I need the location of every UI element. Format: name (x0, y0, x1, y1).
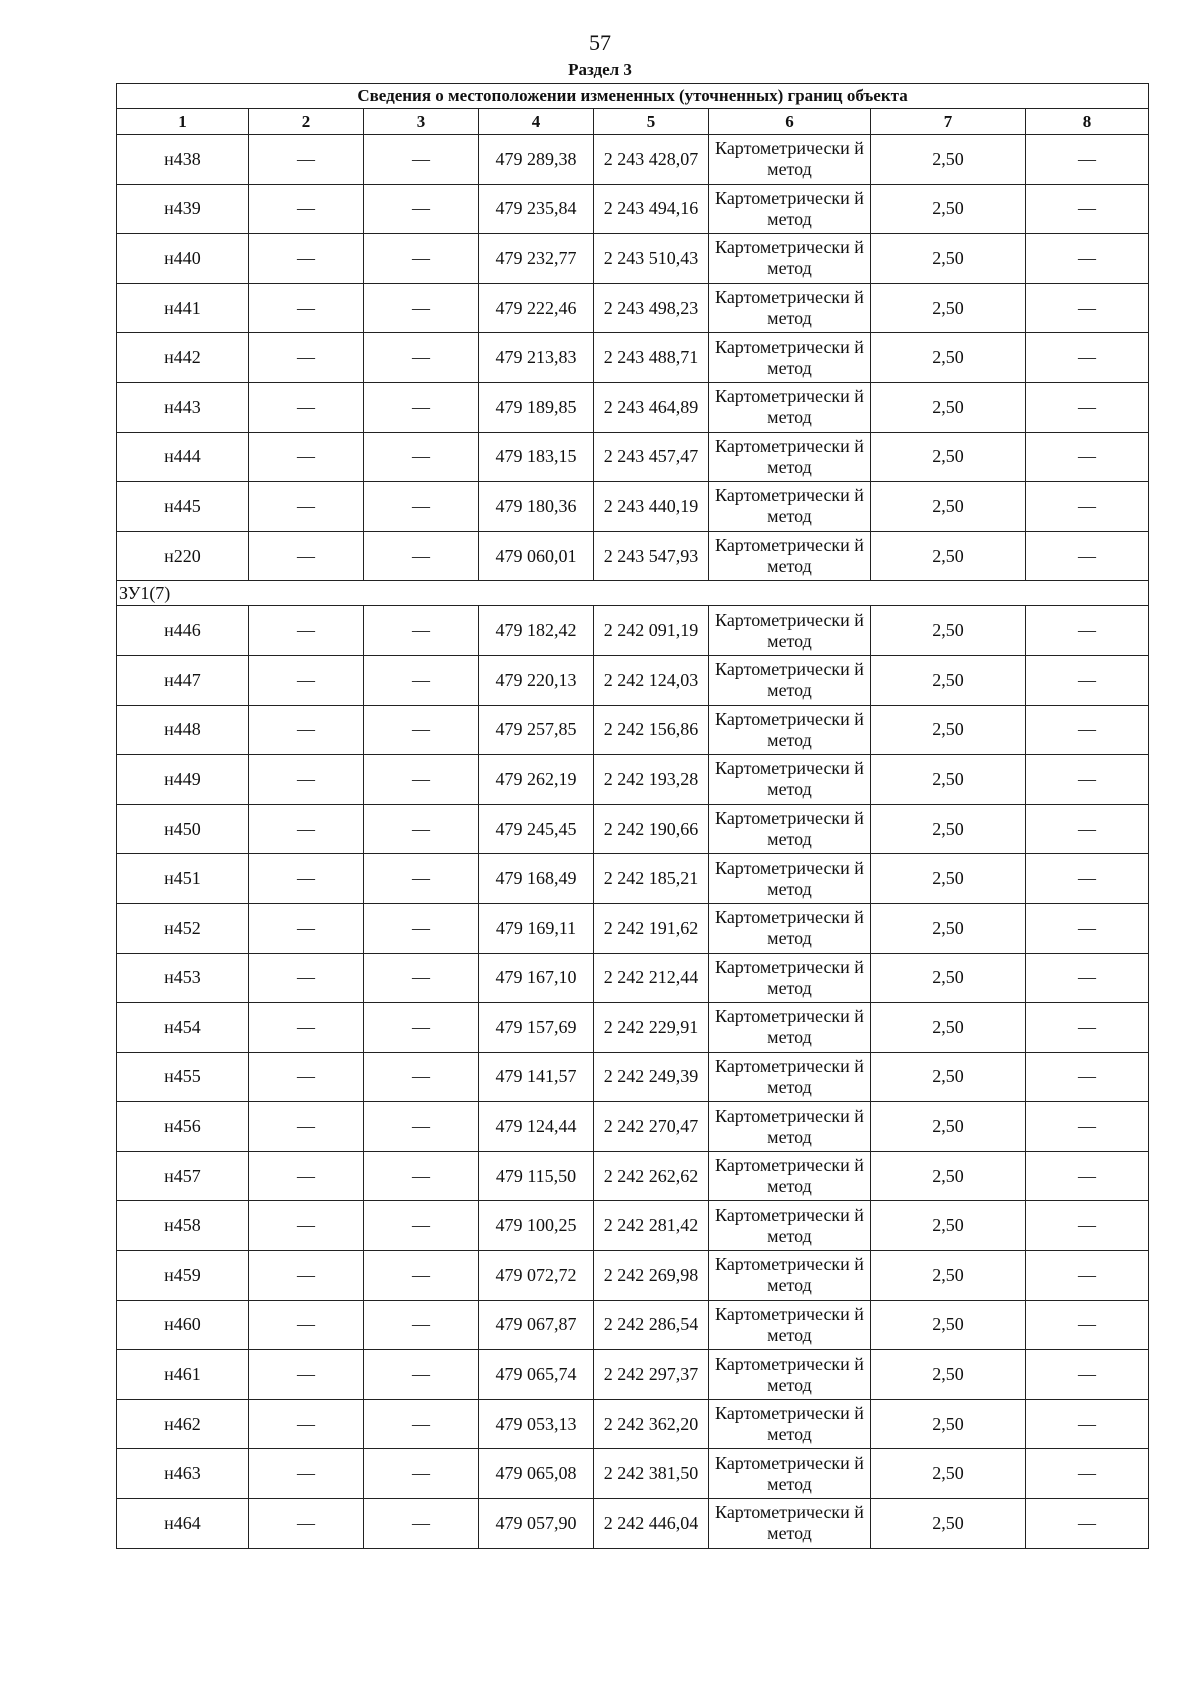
table-cell: н457 (117, 1151, 249, 1201)
table-cell: Картометрически й метод (709, 606, 871, 656)
table-cell: н439 (117, 184, 249, 234)
table-cell: н440 (117, 234, 249, 284)
table-row (117, 755, 1149, 805)
table-cell: — (1026, 903, 1149, 953)
table-cell: — (1026, 184, 1149, 234)
table-cell: 2,50 (871, 283, 1026, 333)
table-row (117, 333, 1149, 383)
table-cell: 2 243 428,07 (594, 135, 709, 185)
table-cell: 2 242 281,42 (594, 1201, 709, 1251)
table-cell: — (249, 333, 364, 383)
table-cell: — (249, 1499, 364, 1549)
table-cell: — (249, 1300, 364, 1350)
table-cell: 2,50 (871, 1003, 1026, 1053)
table-cell: 2,50 (871, 382, 1026, 432)
table-cell: 2 242 286,54 (594, 1300, 709, 1350)
table-cell: 479 235,84 (479, 184, 594, 234)
table-cell: 479 065,74 (479, 1350, 594, 1400)
table-cell: Картометрически й метод (709, 333, 871, 383)
table-cell: 2,50 (871, 854, 1026, 904)
table-cell: — (364, 1201, 479, 1251)
table-cell: н446 (117, 606, 249, 656)
table-cell: 2,50 (871, 903, 1026, 953)
table-cell: 2,50 (871, 1499, 1026, 1549)
table-cell: н460 (117, 1300, 249, 1350)
table-cell: 2 243 498,23 (594, 283, 709, 333)
table-cell: 2,50 (871, 234, 1026, 284)
table-cell: — (249, 705, 364, 755)
table-cell: 2,50 (871, 1102, 1026, 1152)
table-cell: н443 (117, 382, 249, 432)
table-cell: 2,50 (871, 1052, 1026, 1102)
table-cell: н445 (117, 482, 249, 532)
table-cell: 479 220,13 (479, 655, 594, 705)
table-cell: — (249, 854, 364, 904)
table-cell: Картометрически й метод (709, 1102, 871, 1152)
table-cell: — (364, 184, 479, 234)
column-header: 7 (871, 109, 1026, 135)
table-cell: — (1026, 804, 1149, 854)
table-row (117, 234, 1149, 284)
table-cell: Картометрически й метод (709, 482, 871, 532)
table-cell: 2 242 446,04 (594, 1499, 709, 1549)
table-cell: Картометрически й метод (709, 1201, 871, 1251)
table-cell: н441 (117, 283, 249, 333)
table-row (117, 382, 1149, 432)
table-row (117, 705, 1149, 755)
table-cell: 2 243 457,47 (594, 432, 709, 482)
column-header: 2 (249, 109, 364, 135)
table-cell: 2 242 381,50 (594, 1449, 709, 1499)
table-cell: — (364, 1449, 479, 1499)
table-cell: 2 243 547,93 (594, 531, 709, 581)
table-row (117, 854, 1149, 904)
table-cell: — (364, 854, 479, 904)
table-cell: Картометрически й метод (709, 531, 871, 581)
table-cell: 2,50 (871, 1350, 1026, 1400)
table-cell: — (1026, 1052, 1149, 1102)
column-header: 1 (117, 109, 249, 135)
table-cell: 479 169,11 (479, 903, 594, 953)
table-cell: Картометрически й метод (709, 1003, 871, 1053)
section-title: Раздел 3 (568, 60, 632, 79)
table-title: Сведения о местоположении измененных (уточненных) границ объекта (117, 84, 1149, 109)
table-row (117, 1003, 1149, 1053)
table-cell: н220 (117, 531, 249, 581)
table-cell: 2 242 091,19 (594, 606, 709, 656)
table-cell: н459 (117, 1251, 249, 1301)
table-cell: Картометрически й метод (709, 705, 871, 755)
table-cell: — (249, 382, 364, 432)
table-cell: — (249, 1350, 364, 1400)
table-row (117, 1499, 1149, 1549)
table-cell: Картометрически й метод (709, 1350, 871, 1400)
table-cell: н462 (117, 1399, 249, 1449)
table-cell: 479 115,50 (479, 1151, 594, 1201)
table-cell: Картометрически й метод (709, 1300, 871, 1350)
table-cell: н461 (117, 1350, 249, 1400)
table-cell: н447 (117, 655, 249, 705)
table-cell: — (364, 135, 479, 185)
table-cell: н454 (117, 1003, 249, 1053)
table-cell: 2 242 229,91 (594, 1003, 709, 1053)
table-cell: 479 168,49 (479, 854, 594, 904)
table-cell: — (364, 606, 479, 656)
table-cell: н463 (117, 1449, 249, 1499)
table-row (117, 1151, 1149, 1201)
table-cell: — (364, 1052, 479, 1102)
column-header: 8 (1026, 109, 1149, 135)
table-cell: 2 242 362,20 (594, 1399, 709, 1449)
table-cell: — (1026, 755, 1149, 805)
table-cell: Картометрически й метод (709, 1449, 871, 1499)
table-cell: — (1026, 1251, 1149, 1301)
table-cell: н448 (117, 705, 249, 755)
table-cell: Картометрически й метод (709, 432, 871, 482)
table-cell: 2 242 191,62 (594, 903, 709, 953)
table-row (117, 903, 1149, 953)
page-number: 57 (589, 30, 611, 55)
table-cell: 2,50 (871, 705, 1026, 755)
table-cell: — (249, 482, 364, 532)
table-cell: н444 (117, 432, 249, 482)
table-cell: — (249, 1052, 364, 1102)
table-cell: — (249, 903, 364, 953)
table-cell: Картометрически й метод (709, 903, 871, 953)
table-row (117, 1251, 1149, 1301)
table-cell: Картометрически й метод (709, 382, 871, 432)
table-cell: — (249, 234, 364, 284)
table-cell: 479 182,42 (479, 606, 594, 656)
table-cell: — (1026, 283, 1149, 333)
table-cell: 2 242 185,21 (594, 854, 709, 904)
table-cell: — (1026, 1151, 1149, 1201)
table-cell: — (1026, 606, 1149, 656)
column-header: 6 (709, 109, 871, 135)
table-cell: — (1026, 1350, 1149, 1400)
table-cell: 2 243 488,71 (594, 333, 709, 383)
table-cell: — (249, 135, 364, 185)
table-cell: — (364, 755, 479, 805)
table-row (117, 1102, 1149, 1152)
table-row (117, 1052, 1149, 1102)
table-cell: — (1026, 1399, 1149, 1449)
table-cell: Картометрически й метод (709, 283, 871, 333)
table-cell: Картометрически й метод (709, 1251, 871, 1301)
table-cell: 2,50 (871, 531, 1026, 581)
table-cell: 2,50 (871, 606, 1026, 656)
table-cell: 2,50 (871, 482, 1026, 532)
table-cell: 2 242 297,37 (594, 1350, 709, 1400)
table-cell: Картометрически й метод (709, 1399, 871, 1449)
table-row (117, 432, 1149, 482)
table-cell: — (1026, 655, 1149, 705)
table-cell: — (249, 1003, 364, 1053)
table-cell: — (364, 705, 479, 755)
table-cell: н442 (117, 333, 249, 383)
table-cell: — (1026, 1003, 1149, 1053)
table-cell: 2,50 (871, 755, 1026, 805)
table-cell: 2,50 (871, 655, 1026, 705)
table-cell: 2,50 (871, 1151, 1026, 1201)
table-cell: н438 (117, 135, 249, 185)
table-cell: Картометрически й метод (709, 755, 871, 805)
table-cell: 2 242 156,86 (594, 705, 709, 755)
table-cell: 2,50 (871, 1300, 1026, 1350)
table-cell: — (249, 1102, 364, 1152)
table-cell: — (1026, 1499, 1149, 1549)
table-cell: 2 242 190,66 (594, 804, 709, 854)
table-cell: н452 (117, 903, 249, 953)
table-cell: 2,50 (871, 184, 1026, 234)
table-cell: — (364, 1399, 479, 1449)
table-cell: — (249, 755, 364, 805)
table-cell: 479 053,13 (479, 1399, 594, 1449)
table-cell: — (1026, 333, 1149, 383)
table-cell: 2,50 (871, 804, 1026, 854)
table-cell: 2 242 249,39 (594, 1052, 709, 1102)
table-cell: 479 257,85 (479, 705, 594, 755)
table-cell: — (364, 804, 479, 854)
group-label: ЗУ1(7) (117, 581, 1149, 606)
table-cell: — (249, 804, 364, 854)
table-cell: — (364, 382, 479, 432)
table-cell: — (249, 606, 364, 656)
table-cell: — (364, 531, 479, 581)
table-cell: — (1026, 482, 1149, 532)
column-header: 4 (479, 109, 594, 135)
table-cell: — (1026, 1201, 1149, 1251)
table-cell: — (364, 1499, 479, 1549)
table-cell: 2 243 440,19 (594, 482, 709, 532)
table-cell: — (1026, 1102, 1149, 1152)
table-cell: 479 157,69 (479, 1003, 594, 1053)
table-cell: н450 (117, 804, 249, 854)
table-cell: — (364, 655, 479, 705)
table-cell: н451 (117, 854, 249, 904)
table-cell: — (249, 531, 364, 581)
table-row (117, 655, 1149, 705)
table-cell: 479 183,15 (479, 432, 594, 482)
table-cell: — (364, 432, 479, 482)
column-header: 5 (594, 109, 709, 135)
table-cell: — (249, 1251, 364, 1301)
table-cell: 2 243 510,43 (594, 234, 709, 284)
table-cell: Картометрически й метод (709, 953, 871, 1003)
table-cell: 2,50 (871, 432, 1026, 482)
table-cell: н458 (117, 1201, 249, 1251)
table-cell: 479 232,77 (479, 234, 594, 284)
table-cell: — (249, 1151, 364, 1201)
table-cell: Картометрически й метод (709, 184, 871, 234)
table-cell: — (1026, 705, 1149, 755)
table-cell: — (364, 333, 479, 383)
table-cell: — (364, 283, 479, 333)
table-row (117, 1449, 1149, 1499)
table-cell: 479 167,10 (479, 953, 594, 1003)
table-cell: — (249, 432, 364, 482)
group-row (117, 581, 1149, 606)
table-cell: 479 124,44 (479, 1102, 594, 1152)
table-cell: 2 242 262,62 (594, 1151, 709, 1201)
table-cell: 479 072,72 (479, 1251, 594, 1301)
table-cell: 479 100,25 (479, 1201, 594, 1251)
table-row (117, 606, 1149, 656)
table-cell: — (364, 482, 479, 532)
table-cell: — (364, 1350, 479, 1400)
table-cell: н455 (117, 1052, 249, 1102)
table-cell: — (364, 1251, 479, 1301)
table-row (117, 184, 1149, 234)
table-cell: 2 242 270,47 (594, 1102, 709, 1152)
table-cell: — (249, 1201, 364, 1251)
table-cell: Картометрически й метод (709, 804, 871, 854)
table-cell: — (364, 234, 479, 284)
table-cell: 2,50 (871, 1251, 1026, 1301)
table-cell: 479 289,38 (479, 135, 594, 185)
table-cell: 479 065,08 (479, 1449, 594, 1499)
coordinates-table (116, 83, 1149, 1549)
table-row (117, 953, 1149, 1003)
table-cell: — (364, 1102, 479, 1152)
table-cell: н453 (117, 953, 249, 1003)
table-cell: — (1026, 234, 1149, 284)
table-cell: — (1026, 1300, 1149, 1350)
table-cell: 479 141,57 (479, 1052, 594, 1102)
table-cell: 479 060,01 (479, 531, 594, 581)
table-cell: — (1026, 432, 1149, 482)
table-cell: н464 (117, 1499, 249, 1549)
table-cell: Картометрически й метод (709, 1052, 871, 1102)
table-cell: 2,50 (871, 135, 1026, 185)
table-row (117, 1399, 1149, 1449)
table-cell: — (364, 1300, 479, 1350)
table-row (117, 1350, 1149, 1400)
table-cell: — (1026, 531, 1149, 581)
table-cell: — (249, 1399, 364, 1449)
table-cell: — (1026, 854, 1149, 904)
table-cell: 479 213,83 (479, 333, 594, 383)
table-cell: — (1026, 135, 1149, 185)
table-cell: 2 243 464,89 (594, 382, 709, 432)
table-cell: — (249, 1449, 364, 1499)
table-cell: 2,50 (871, 333, 1026, 383)
table-cell: — (364, 903, 479, 953)
table-cell: — (1026, 382, 1149, 432)
table-cell: — (364, 1003, 479, 1053)
table-cell: 2,50 (871, 1201, 1026, 1251)
table-cell: — (1026, 953, 1149, 1003)
table-row (117, 283, 1149, 333)
table-cell: 2 242 212,44 (594, 953, 709, 1003)
table-cell: 2 242 269,98 (594, 1251, 709, 1301)
table-body (117, 135, 1149, 1549)
table-row (117, 135, 1149, 185)
table-row (117, 804, 1149, 854)
table-cell: — (1026, 1449, 1149, 1499)
table-cell: 2 243 494,16 (594, 184, 709, 234)
table-cell: н456 (117, 1102, 249, 1152)
table-cell: н449 (117, 755, 249, 805)
table-cell: Картометрически й метод (709, 655, 871, 705)
table-cell: 479 222,46 (479, 283, 594, 333)
table-cell: 2,50 (871, 1399, 1026, 1449)
table-row (117, 482, 1149, 532)
table-cell: 479 245,45 (479, 804, 594, 854)
table-cell: Картометрически й метод (709, 135, 871, 185)
table-row (117, 531, 1149, 581)
column-header: 3 (364, 109, 479, 135)
table-cell: — (249, 184, 364, 234)
table-cell: 2 242 124,03 (594, 655, 709, 705)
table-cell: 479 262,19 (479, 755, 594, 805)
table-cell: 2,50 (871, 953, 1026, 1003)
table-cell: 2,50 (871, 1449, 1026, 1499)
table-cell: Картометрически й метод (709, 1151, 871, 1201)
table-row (117, 1201, 1149, 1251)
table-row (117, 1300, 1149, 1350)
table-cell: — (364, 953, 479, 1003)
table-cell: 479 067,87 (479, 1300, 594, 1350)
table-cell: 479 189,85 (479, 382, 594, 432)
table-cell: Картометрически й метод (709, 1499, 871, 1549)
table-cell: Картометрически й метод (709, 854, 871, 904)
table-cell: 479 057,90 (479, 1499, 594, 1549)
table-cell: — (249, 283, 364, 333)
table-cell: — (249, 953, 364, 1003)
table-cell: 479 180,36 (479, 482, 594, 532)
table-cell: 2 242 193,28 (594, 755, 709, 805)
table-cell: — (364, 1151, 479, 1201)
table-cell: — (249, 655, 364, 705)
table-cell: Картометрически й метод (709, 234, 871, 284)
